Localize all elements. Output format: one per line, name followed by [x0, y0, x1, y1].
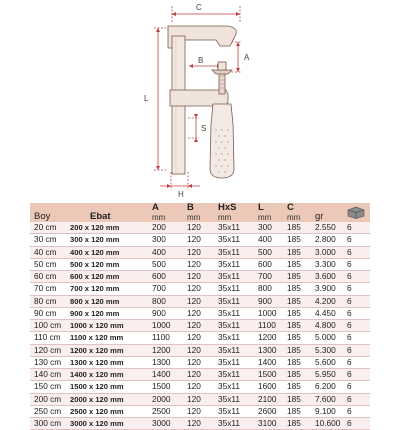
cell-b: 120 [187, 393, 201, 404]
swivel-pad [212, 70, 232, 74]
clamp-diagram [0, 0, 400, 200]
cell-ebat: 2000 x 120 mm [70, 394, 124, 404]
cell-gr: 6.200 [315, 381, 336, 392]
table-row [30, 295, 370, 307]
cell-a: 1500 [152, 381, 171, 392]
table-row [30, 344, 370, 356]
cell-b: 120 [187, 295, 201, 306]
cell-b: 120 [187, 356, 201, 367]
cell-l: 1300 [258, 344, 277, 355]
header-l: L mm [258, 202, 272, 222]
header-boy: Boy [34, 211, 51, 222]
cell-pack: 6 [347, 283, 352, 294]
cell-hxs: 35x11 [218, 283, 240, 294]
cell-boy: 120 cm [34, 344, 62, 355]
cell-ebat: 1100 x 120 mm [70, 333, 124, 343]
header-c: C mm [287, 202, 301, 222]
cell-l: 1200 [258, 332, 277, 343]
cell-c: 185 [287, 332, 301, 343]
cell-hxs: 35x11 [218, 320, 240, 331]
cell-gr: 2.800 [315, 234, 336, 245]
label-c: C [196, 3, 202, 12]
box-icon [347, 205, 365, 219]
table-body [30, 222, 370, 430]
cell-b: 120 [187, 246, 201, 257]
cell-pack: 6 [347, 418, 352, 429]
cell-pack: 6 [347, 332, 352, 343]
cell-gr: 3.000 [315, 246, 336, 257]
cell-c: 185 [287, 222, 301, 233]
cell-b: 120 [187, 258, 201, 269]
cell-hxs: 35x11 [218, 344, 240, 355]
table-row [30, 356, 370, 368]
cell-ebat: 600 x 120 mm [70, 272, 120, 282]
cell-l: 1100 [258, 320, 276, 331]
cell-c: 185 [287, 381, 301, 392]
table-row [30, 320, 370, 332]
cell-pack: 6 [347, 234, 352, 245]
cell-a: 800 [152, 295, 166, 306]
cell-a: 3000 [152, 418, 171, 429]
cell-pack: 6 [347, 258, 352, 269]
cell-gr: 4.200 [315, 295, 336, 306]
cell-l: 500 [258, 246, 272, 257]
cell-boy: 80 cm [34, 295, 57, 306]
cell-gr: 2.550 [315, 222, 336, 233]
cell-l: 1500 [258, 369, 277, 380]
cell-ebat: 1500 x 120 mm [70, 382, 124, 392]
cell-hxs: 35x11 [218, 369, 240, 380]
handle [210, 104, 234, 178]
cell-c: 185 [287, 405, 301, 416]
cell-pack: 6 [347, 222, 352, 233]
cell-l: 800 [258, 283, 272, 294]
cell-gr: 3.300 [315, 258, 336, 269]
cell-gr: 5.000 [315, 332, 336, 343]
cell-gr: 3.900 [315, 283, 336, 294]
table-header-row [30, 203, 370, 222]
cell-a: 600 [152, 271, 166, 282]
table-row [30, 307, 370, 319]
table-row [30, 393, 370, 405]
cell-a: 2500 [152, 405, 171, 416]
cell-b: 120 [187, 418, 201, 429]
table-row [30, 418, 370, 430]
table-row [30, 222, 370, 234]
cell-gr: 4.800 [315, 320, 336, 331]
cell-hxs: 35x11 [218, 295, 240, 306]
cell-pack: 6 [347, 320, 352, 331]
cell-pack: 6 [347, 271, 352, 282]
cell-c: 185 [287, 418, 301, 429]
cell-gr: 10.600 [315, 418, 341, 429]
cell-b: 120 [187, 369, 201, 380]
cell-hxs: 35x11 [218, 393, 240, 404]
cell-a: 1000 [152, 320, 171, 331]
cell-b: 120 [187, 307, 201, 318]
cell-gr: 5.600 [315, 356, 336, 367]
cell-hxs: 35x11 [218, 332, 240, 343]
cell-b: 120 [187, 271, 201, 282]
cell-a: 2000 [152, 393, 171, 404]
label-a: A [244, 53, 250, 62]
table-row [30, 283, 370, 295]
cell-boy: 140 cm [34, 369, 62, 380]
header-hxs: HxS mm [218, 202, 237, 222]
header-pack [347, 203, 370, 222]
cell-boy: 110 cm [34, 332, 61, 343]
cell-gr: 9.100 [315, 405, 336, 416]
cell-b: 120 [187, 332, 201, 343]
cell-c: 185 [287, 344, 301, 355]
table-row [30, 405, 370, 417]
cell-c: 185 [287, 258, 301, 269]
cell-hxs: 35x11 [218, 307, 240, 318]
cell-gr: 4.450 [315, 307, 336, 318]
cell-boy: 60 cm [34, 271, 57, 282]
cell-pack: 6 [347, 307, 352, 318]
cell-ebat: 1300 x 120 mm [70, 357, 124, 367]
cell-ebat: 300 x 120 mm [70, 235, 120, 245]
label-l: L [144, 94, 149, 103]
cell-boy: 50 cm [34, 258, 57, 269]
cell-ebat: 3000 x 120 mm [70, 419, 124, 429]
cell-ebat: 1400 x 120 mm [70, 370, 124, 380]
cell-hxs: 35x11 [218, 381, 240, 392]
cell-hxs: 35x11 [218, 418, 240, 429]
header-a: A mm [152, 202, 166, 222]
table-row [30, 332, 370, 344]
cell-boy: 250 cm [34, 405, 62, 416]
cell-gr: 5.950 [315, 369, 336, 380]
cell-c: 185 [287, 393, 301, 404]
cell-a: 1300 [152, 356, 171, 367]
cell-c: 185 [287, 307, 301, 318]
cell-pack: 6 [347, 356, 352, 367]
label-s: S [201, 124, 207, 133]
cell-pack: 6 [347, 405, 352, 416]
cell-hxs: 35x11 [218, 234, 240, 245]
cell-pack: 6 [347, 369, 352, 380]
cell-hxs: 35x11 [218, 271, 240, 282]
table-row [30, 271, 370, 283]
cell-c: 185 [287, 369, 301, 380]
cell-a: 1400 [152, 369, 171, 380]
cell-boy: 40 cm [34, 246, 57, 257]
cell-boy: 130 cm [34, 356, 62, 367]
spec-table [30, 203, 370, 430]
cell-gr: 5.300 [315, 344, 336, 355]
cell-pack: 6 [347, 246, 352, 257]
cell-c: 185 [287, 320, 301, 331]
cell-ebat: 800 x 120 mm [70, 296, 120, 306]
cell-boy: 200 cm [34, 393, 62, 404]
cell-c: 185 [287, 356, 301, 367]
cell-hxs: 35x11 [218, 258, 240, 269]
cell-pack: 6 [347, 295, 352, 306]
label-b: B [198, 56, 204, 65]
cell-c: 185 [287, 271, 301, 282]
cell-c: 185 [287, 234, 301, 245]
header-ebat: Ebat [90, 211, 111, 222]
header-gr: gr [315, 211, 324, 222]
cell-boy: 90 cm [34, 307, 57, 318]
cell-b: 120 [187, 381, 201, 392]
cell-l: 3100 [258, 418, 277, 429]
cell-hxs: 35x11 [218, 405, 240, 416]
cell-c: 185 [287, 283, 301, 294]
cell-a: 1100 [152, 332, 170, 343]
cell-l: 1600 [258, 381, 277, 392]
cell-b: 120 [187, 234, 201, 245]
cell-ebat: 200 x 120 mm [70, 223, 120, 233]
cell-l: 300 [258, 222, 272, 233]
cell-b: 120 [187, 405, 201, 416]
cell-pack: 6 [347, 344, 352, 355]
cell-a: 300 [152, 234, 166, 245]
cell-a: 1200 [152, 344, 171, 355]
cell-b: 120 [187, 222, 201, 233]
cell-l: 2100 [258, 393, 277, 404]
header-b: B mm [187, 202, 201, 222]
table-row [30, 369, 370, 381]
cell-boy: 30 cm [34, 234, 57, 245]
label-h: H [178, 190, 184, 199]
cell-gr: 3.600 [315, 271, 336, 282]
cell-boy: 70 cm [34, 283, 57, 294]
cell-boy: 20 cm [34, 222, 57, 233]
cell-l: 700 [258, 271, 272, 282]
cell-c: 185 [287, 295, 301, 306]
cell-l: 1000 [258, 307, 277, 318]
cell-gr: 7.600 [315, 393, 336, 404]
cell-boy: 150 cm [34, 381, 62, 392]
cell-b: 120 [187, 344, 201, 355]
cell-a: 700 [152, 283, 166, 294]
cell-a: 500 [152, 258, 166, 269]
screw-rod [219, 72, 225, 94]
cell-a: 200 [152, 222, 166, 233]
cell-c: 185 [287, 246, 301, 257]
cell-l: 600 [258, 258, 272, 269]
cell-b: 120 [187, 283, 201, 294]
cell-l: 400 [258, 234, 272, 245]
table-row [30, 246, 370, 258]
cell-l: 2600 [258, 405, 277, 416]
cell-a: 400 [152, 246, 166, 257]
cell-ebat: 2500 x 120 mm [70, 406, 124, 416]
cell-pack: 6 [347, 381, 352, 392]
cell-hxs: 35x11 [218, 356, 240, 367]
cell-hxs: 35x11 [218, 246, 240, 257]
cell-ebat: 900 x 120 mm [70, 308, 120, 318]
cell-l: 900 [258, 295, 272, 306]
cell-l: 1400 [258, 356, 277, 367]
cell-boy: 300 cm [34, 418, 62, 429]
table-row [30, 258, 370, 270]
table-row [30, 381, 370, 393]
cell-hxs: 35x11 [218, 222, 240, 233]
cell-a: 900 [152, 307, 166, 318]
cell-ebat: 1000 x 120 mm [70, 321, 124, 331]
table-row [30, 234, 370, 246]
cell-ebat: 1200 x 120 mm [70, 345, 124, 355]
cell-ebat: 400 x 120 mm [70, 247, 120, 257]
cell-ebat: 700 x 120 mm [70, 284, 120, 294]
cell-boy: 100 cm [34, 320, 62, 331]
cell-ebat: 500 x 120 mm [70, 259, 120, 269]
cell-pack: 6 [347, 393, 352, 404]
cell-b: 120 [187, 320, 201, 331]
